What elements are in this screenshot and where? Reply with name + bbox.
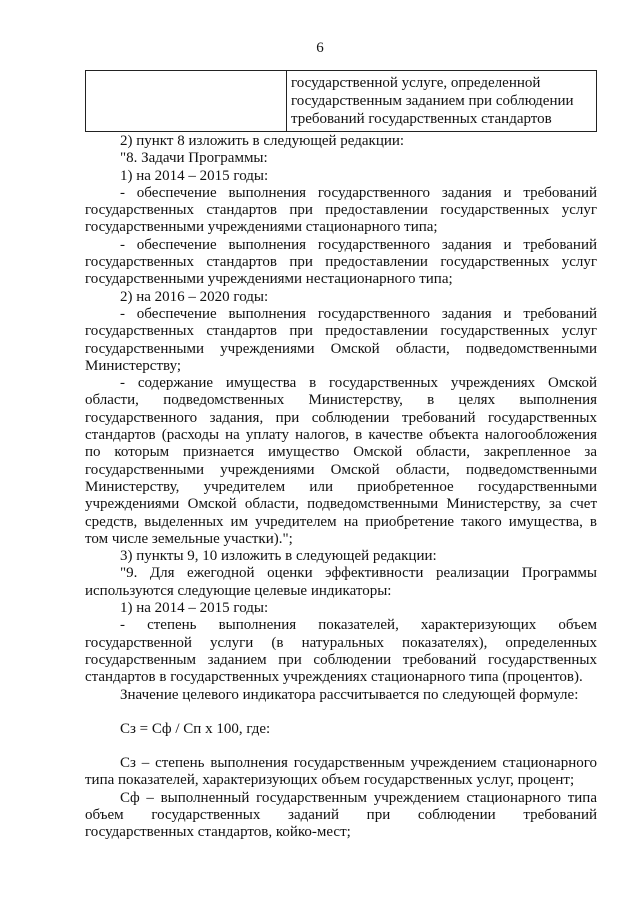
table-row	[86, 71, 597, 132]
spacer	[85, 704, 597, 721]
text-line: государственной услуги (в натуральных показателях), определенных	[85, 634, 597, 651]
text-line: - обеспечение выполнения государственного задания и требований	[120, 236, 597, 253]
text-line: 1) на 2014 – 2015 годы:	[120, 600, 269, 617]
text-line: учреждениями Омской области, подведомственными Министерству, за счет	[85, 496, 597, 513]
text-line: - степень выполнения показателей, характеризующих объем	[120, 617, 597, 634]
text-line: Значение целевого индикатора рассчитывается по следующей формуле:	[120, 686, 579, 703]
text-line: области, подведомственных Министерству, в целях выполнения	[85, 392, 597, 409]
continuation-table	[85, 70, 597, 132]
text-line: государственным заданием при соблюдении требований государственных	[85, 651, 597, 668]
page-number: 6	[316, 40, 324, 56]
text-line: типа показателей, характеризующих объем государственных услуг, процент;	[85, 772, 575, 789]
text-line: средств, выделенных им учредителем на приобретение такого имущества, в	[85, 513, 597, 530]
text-line: государственными учреждениями Омской области, подведомственными	[85, 461, 597, 478]
text-line: государственного задания, при соблюдении требований государственных	[85, 409, 597, 426]
text-line: государственных стандартов при предоставлении государственных услуг	[85, 323, 597, 340]
text-line: "9. Для ежегодной оценки эффективности реализации Программы	[120, 565, 597, 582]
text-line: государственных стандартов при предоставлении государственных услуг	[85, 254, 597, 271]
text-line: - содержание имущества в государственных учреждениях Омской	[120, 375, 597, 392]
text-line: 2) пункт 8 изложить в следующей редакции:	[120, 133, 405, 149]
formula: Сз = Сф / Сп х 100, где:	[120, 720, 271, 737]
text-line: 1) на 2014 – 2015 годы:	[120, 167, 269, 184]
table-cell-line: государственным заданием при соблюдении	[291, 93, 574, 109]
text-line: Сф – выполненный государственным учреждением стационарного типа	[120, 789, 597, 806]
text-line: государственными учреждениями Омской области, подведомственными	[85, 340, 597, 357]
text-line: - обеспечение выполнения государственного задания и требований	[120, 184, 597, 201]
text-line: стандартов (расходы на уплату налогов, в качестве объекта налогообложения	[85, 427, 597, 444]
spacer	[85, 738, 597, 755]
text-line: государственными учреждениями стационарного типа;	[85, 219, 438, 236]
text-line: Сз – степень выполнения государственным учреждением стационарного	[120, 755, 597, 772]
text-line: том числе земельные участки).";	[85, 530, 293, 547]
table-cell-line: государственной услуге, определенной	[291, 75, 541, 91]
text-line: Министерству;	[85, 357, 182, 374]
text-line: по которым признается имущество Омской области, закрепленное за	[85, 444, 597, 461]
text-line: "8. Задачи Программы:	[120, 150, 268, 167]
table-cell-line: требований государственных стандартов	[291, 111, 552, 127]
table-cell-text	[287, 71, 597, 132]
text-line: используются следующие целевые индикаторы:	[85, 582, 392, 599]
text-line: объем государственных заданий при соблюдении требований	[85, 806, 597, 823]
text-line: государственными учреждениями нестационарного типа;	[85, 271, 453, 288]
text-line: государственных стандартов, койко-мест;	[85, 824, 351, 841]
text-line: стандартов в государственных учреждениях стационарного типа (процентов).	[85, 669, 583, 686]
text-line: государственных стандартов при предоставлении государственных услуг	[85, 202, 597, 219]
text-line: 3) пункты 9, 10 изложить в следующей редакции:	[120, 548, 437, 565]
document-body	[85, 133, 597, 842]
text-line: 2) на 2016 – 2020 годы:	[120, 288, 269, 305]
text-line: Министерству, учредителем или приобретенное государственными	[85, 478, 597, 495]
table-cell-empty	[86, 71, 287, 132]
text-line: - обеспечение выполнения государственного задания и требований	[120, 305, 597, 322]
